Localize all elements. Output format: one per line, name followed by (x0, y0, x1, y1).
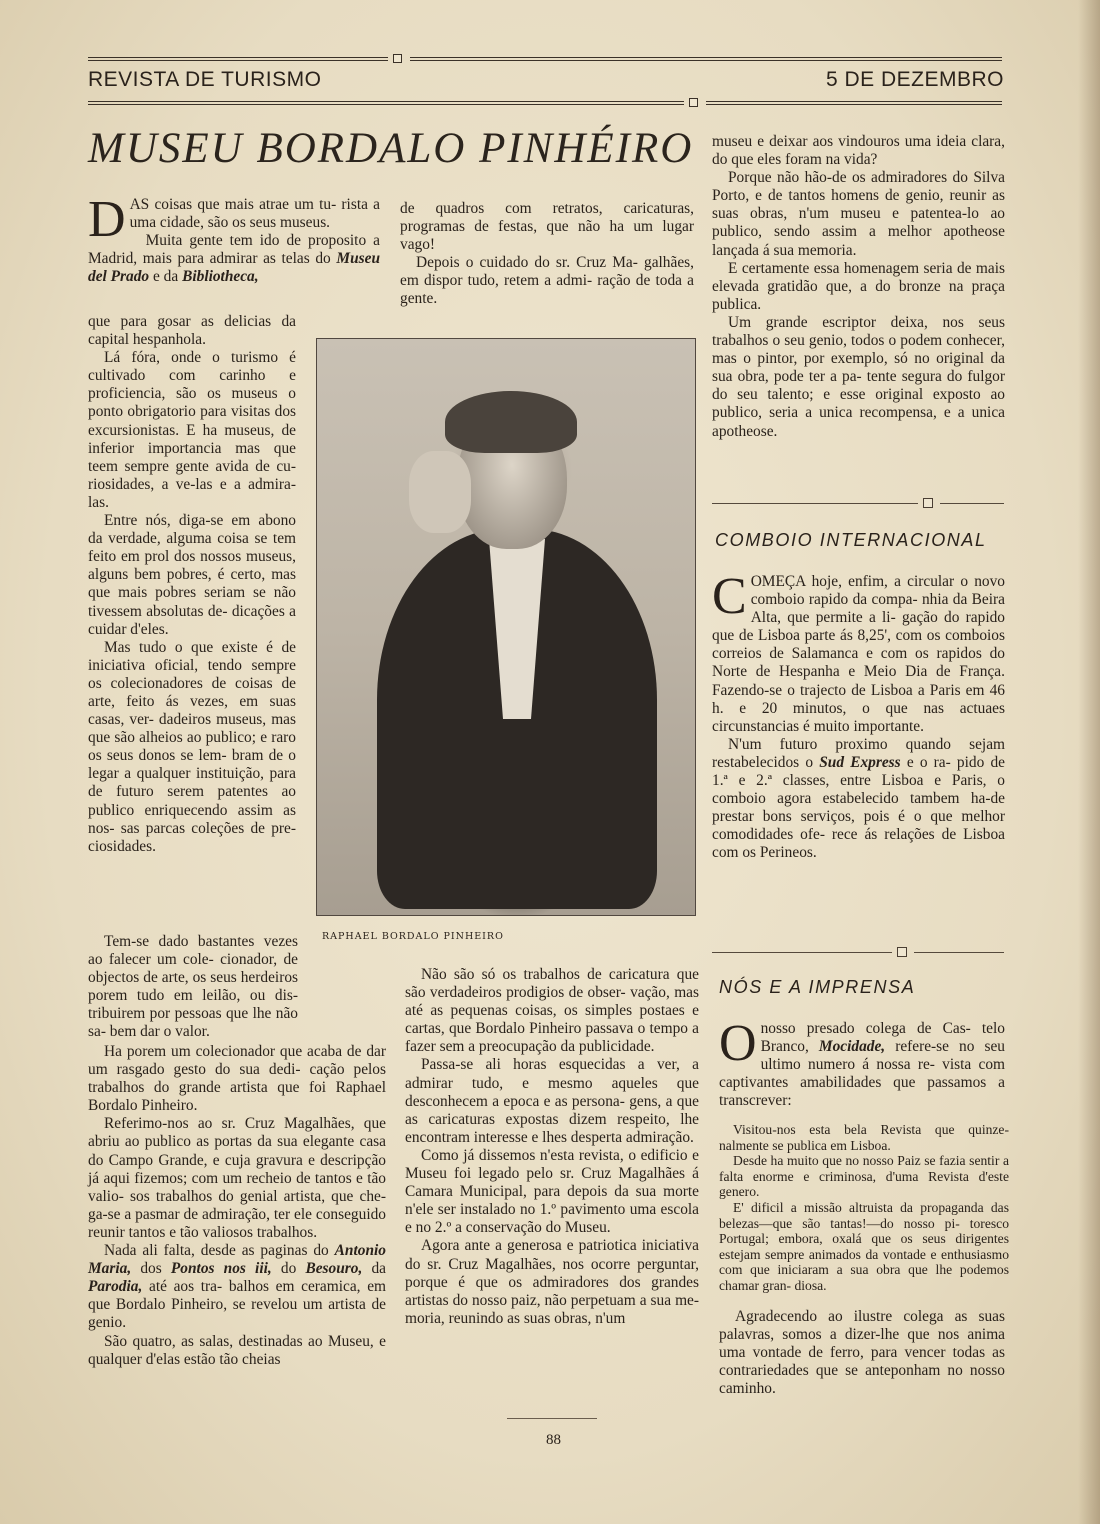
section-heading: NÓS E A IMPRENSA (719, 977, 916, 997)
text: refere-se no seu ultimo numero á nossa re- vista com captivantes amabilidades que passamos a transcrever: (719, 1038, 1005, 1110)
portrait-photo (316, 338, 696, 916)
paragraph: Depois o cuidado do sr. Cruz Ma- galhães, em dispor tudo, retem a admi- ração de toda a gente. (400, 254, 694, 308)
quoted-block (719, 1122, 1009, 1294)
header-rule-left (88, 57, 388, 61)
article-2-body (712, 568, 1005, 863)
quote-paragraph: Desde ha muito que no nosso Paiz se fazia sentir a falta enorme e criminosa, d'uma Revista d'este genero. (719, 1153, 1009, 1200)
text: e da (153, 268, 179, 286)
paragraph: Lá fóra, onde o turismo é cultivado com carinho e proficiencia, são os museus o ponto obrigatorio para visitas dos excursionistas. E ha museus, de inferior importancia mas que teem sempre gente avida de cu- riosidades, a ve-las e a admira-las. (88, 349, 296, 511)
emphasis: Museu del Prado (88, 250, 381, 286)
section-heading: COMBOIO INTERNACIONAL (715, 530, 987, 550)
paragraph: museu e deixar aos vindouros uma ideia clara, do que eles foram na vida? (712, 133, 1005, 169)
section-divider (712, 503, 918, 504)
emphasis: Bibliotheca, (182, 268, 259, 286)
text: do (280, 1260, 297, 1278)
paragraph: que para gosar as delicias da capital hespanhola. (88, 313, 296, 349)
article-column-1b (88, 313, 296, 856)
photo-caption: RAPHAEL BORDALO PINHEIRO (322, 931, 504, 942)
paragraph: Muita gente tem ido de proposito a Madrid, mais para admirar as telas do (88, 232, 380, 268)
paragraph: Agora ante a generosa e patriotica iniciativa do sr. Cruz Magalhães, nos ocorre perguntar, porque é que os admiradores dos grandes artistas do nosso paiz, não perpetuam a sua me- moria, reunindo as suas obras, n'um (405, 1237, 699, 1327)
text: N'um futuro proximo quando sejam restabelecidos o (712, 735, 1005, 771)
masthead-date: 5 DE DEZEMBRO (825, 68, 1004, 91)
masthead-title: REVISTA DE TURISMO (88, 68, 322, 91)
article-3-body (719, 1015, 1005, 1110)
text: dos (140, 1260, 162, 1278)
header-bottom-ornament (689, 98, 698, 107)
paragraph: de quadros com retratos, caricaturas, programas de festas, que não ha um lugar vago! (400, 200, 694, 254)
article-column-3 (712, 133, 1005, 441)
text: nosso presado colega de Cas- telo Branco, (760, 1020, 1005, 1056)
paragraph: Tem-se dado bastantes vezes ao falecer um cole- cionador, de objectos de arte, os seus herdeiros porem tudo em leilão, ou dis- tribuirem por pessoas que lhe não sa- bem dar o valor. (88, 933, 298, 1041)
header-bottom-rule-left (88, 101, 684, 105)
article-3-closing (719, 1308, 1005, 1398)
article-title: MUSEU BORDALO PINHÉIRO (88, 125, 694, 172)
article-column-1c (88, 933, 298, 1042)
drop-cap: O (719, 1015, 757, 1072)
divider-ornament (897, 947, 907, 957)
article-column-2-bottom (405, 966, 699, 1328)
emphasis: Parodia, (88, 1278, 143, 1296)
article-column-1d (88, 1043, 386, 1369)
portrait-figure-hair (445, 391, 577, 453)
header-bottom-rule-right (706, 101, 1002, 105)
paragraph: E certamente essa homenagem seria de mais elevada gratidão que, a do bronze na praça publica. (712, 259, 1005, 313)
paragraph: Não são só os trabalhos de caricatura que são verdadeiros prodigios de obser- vação, mas até as pequenas coisas, os simples postaes e cartas, que Bordalo Pinheiro passava o tempo a fazer sem a preocupação da publicidade. (405, 966, 699, 1056)
header-rule-right (410, 57, 1002, 61)
section-divider (940, 503, 1004, 504)
emphasis: Sud Express (819, 753, 901, 771)
text: da (371, 1260, 386, 1278)
paragraph: Entre nós, diga-se em abono da verdade, alguma coisa se tem feito em prol dos nossos museus, alguns bem pobres, é certo, mas que mais pobres seriam se não tivessem absolutas de- dicações a cuidar d'eles. (88, 512, 296, 638)
section-divider (712, 952, 892, 953)
paragraph: Agradecendo ao ilustre colega as suas palavras, somos a dizer-lhe que nos anima uma vontade de ferro, para vencer todas as contrariedades que se anteponham no nosso caminho. (719, 1308, 1005, 1398)
paragraph: São quatro, as salas, destinadas ao Museu, e qualquer d'elas estão tão cheias (88, 1332, 386, 1368)
paragraph: Porque não hão-de os admiradores do Silva Porto, e de tantos homens de genio, reunir as suas obras, n'um museu e patentea-lo ao publico, sendo assim a melhor apotheose lançada á sua memoria. (712, 169, 1005, 259)
divider-ornament (923, 498, 933, 508)
text: até aos tra- balhos em ceramica, em que Bordalo Pinheiro, se revelou um artista de genio. (88, 1278, 387, 1332)
article-column-2-top (400, 200, 694, 309)
page-number-rule (507, 1418, 597, 1419)
quote-paragraph: E' dificil a missão altruista da propaganda das belezas—que são tantas!—do nosso pi- toresco Portugal; embora, oxalá que os seus dirigentes estejam sempre animados da vontade e enthusiasmo com que iniciaram a sua obra que lhe podemos chamar gran- diosa. (719, 1199, 1009, 1293)
page-edge-shadow (1078, 0, 1100, 1524)
emphasis: Mocidade, (818, 1038, 886, 1056)
article-column-1a (88, 191, 381, 286)
emphasis: Besouro, (305, 1260, 363, 1278)
paragraph: Ha porem um colecionador que acaba de dar um rasgado gesto do sua dedi- cação pelos trabalhos do grande artista que foi Raphael Bordalo Pinheiro. (88, 1043, 386, 1115)
portrait-figure-hand (409, 451, 471, 533)
text: e o ra- pido de 1.ª e 2.ª classes, entre Lisboa e Paris, o comboio agora estabelecido tambem ha-de prestar bons serviços, pois é o que melhor comodidades ofe- rece ás relações de Lisboa com os Perineos. (712, 753, 1005, 862)
paragraph: Como já dissemos n'esta revista, o edificio e Museu foi legado pelo sr. Cruz Magalhães á Camara Municipal, para depois da sua morte n'ele ser instalado no 1.º pavimento uma escola e no 2.º a conservação do Museu. (405, 1146, 699, 1237)
header-ornament-square (393, 54, 402, 63)
paragraph: Um grande escriptor deixa, nos seus trabalhos o seu genio, todos o podem conhecer, mas o pintor, por exemplo, só no original da sua obra, pode ter a pa- tente segura do fulgor do seu talento; e esse original exposto ao publico, seria a unica recompensa, e a unica apotheose. (712, 313, 1005, 440)
drop-cap: C (712, 568, 747, 625)
quote-paragraph: Visitou-nos esta bela Revista que quinze- nalmente se publica em Lisboa. (719, 1122, 1009, 1153)
drop-cap: D (88, 191, 126, 248)
paragraph: Referimo-nos ao sr. Cruz Magalhães, que abriu ao publico as portas da sua elegante casa do Campo Grande, e cuja gravura e descripção já aqui fizemos; com um recheio de tantos e tão valio- sos trabalhos do genial artista, que che- ga-se a pasmar de admiração, ter ele conseguido reunir tantos e tão valiosos trabalhos. (88, 1115, 386, 1241)
page-number: 88 (546, 1432, 561, 1448)
paragraph: AS coisas que mais atrae um tu- rista a uma cidade, são os seus museus. (129, 196, 380, 232)
paragraph: Mas tudo o que existe é de iniciativa oficial, tendo sempre os colecionadores de coisas de arte, feito ás vezes, em suas casas, ver- dadeiros museus, mas que são alheios ao publico; e raro os seus donos se lem- bram de o legar a qualquer instituição, para de futuro serem patentes ao publico enriquecendo assim as nos- sas parcas coleções de pre- ciosidades. (88, 638, 296, 855)
section-divider (914, 952, 1004, 953)
paragraph: OMEÇA hoje, enfim, a circular o novo comboio rapido da compa- nhia da Beira Alta, que permite a li- gação do rapido que de Lisboa parte ás 8,25', com os comboios correios de Salamanca e com os rapidos do Norte de Hespanha e Meio Dia de França. Fazendo-se o trajecto de Lisboa a Paris em 46 h. e 20 minutos, o que nas actuaes circunstancias é muito importante. (712, 573, 1005, 735)
text: Nada ali falta, desde as paginas do (104, 1242, 329, 1260)
emphasis: Pontos nos iii, (170, 1260, 272, 1278)
paragraph: Passa-se ali horas esquecidas a ver, a admirar tudo, e mesmo aqueles que desconhecem a epoca e as persona- gens, a que as caricaturas expostas dizem respeito, lhe encontram interesse e lhes desperta admiração. (405, 1056, 699, 1146)
emphasis: Antonio Maria, (88, 1242, 386, 1278)
